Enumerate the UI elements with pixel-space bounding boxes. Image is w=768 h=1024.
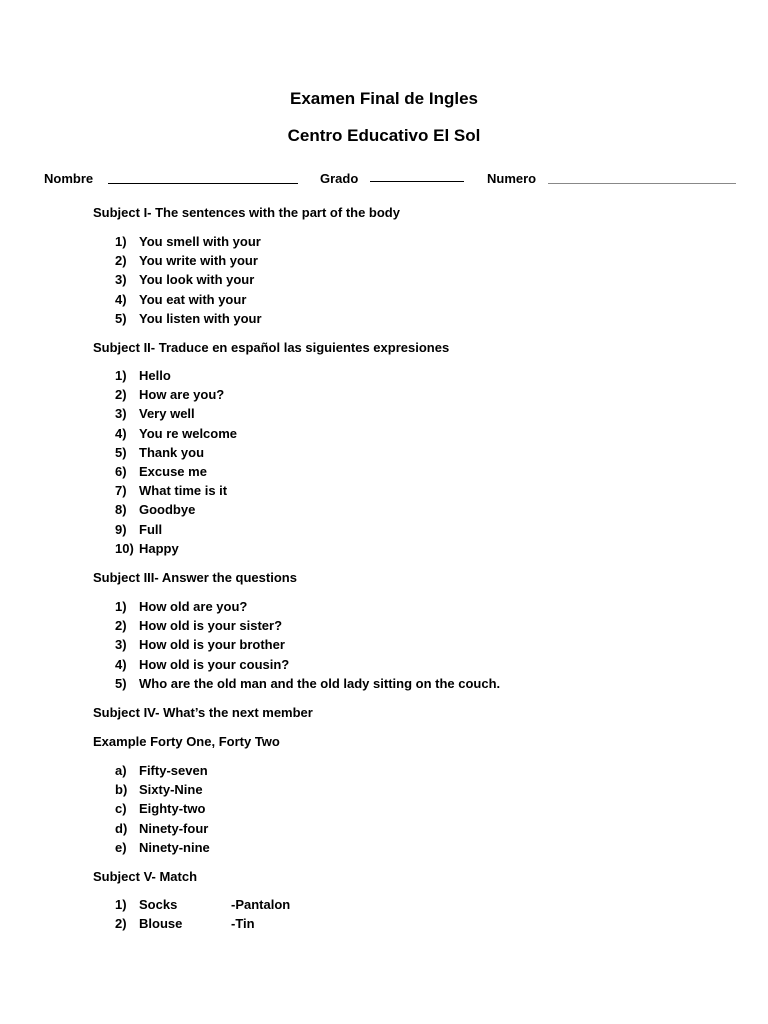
list-item: 5) Who are the old man and the old lady sitting on the couch. — [115, 675, 501, 691]
list-item: b) Sixty-Nine — [115, 782, 203, 798]
example-line: Example Forty One, Forty Two — [93, 734, 280, 749]
numero-label: Numero — [487, 171, 537, 186]
list-item: 10) Happy — [115, 540, 179, 556]
list-item: 8) Goodbye — [115, 502, 196, 518]
nombre-line[interactable] — [108, 183, 298, 184]
grado-label: Grado — [320, 171, 359, 186]
list-item: 6) Excuse me — [115, 463, 207, 479]
list-item: 1) Socks -Pantalon — [115, 897, 291, 912]
section-5-list — [115, 895, 290, 933]
list-item: 5) Thank you — [115, 444, 205, 460]
section-3-list — [115, 597, 500, 693]
list-item: 5) You listen with your — [115, 310, 262, 326]
list-item: 2) Blouse -Tin — [115, 916, 255, 932]
section-heading: Subject III- Answer the questions — [93, 570, 297, 585]
numero-line[interactable] — [548, 183, 736, 184]
list-item: 1) You smell with your — [115, 234, 261, 249]
nombre-label: Nombre — [44, 171, 94, 186]
section-heading: Subject IV- What’s the next member — [93, 705, 313, 720]
school-name: Centro Educativo El Sol — [287, 126, 481, 145]
section-heading: Subject I- The sentences with the part of the body — [93, 205, 400, 220]
section-heading: Subject II- Traduce en español las siguientes expresiones — [93, 340, 450, 355]
list-item: 9) Full — [115, 521, 163, 537]
list-item: 1) Hello — [115, 368, 171, 383]
list-item: 2) You write with your — [115, 253, 258, 269]
list-item: 2) How old is your sister? — [115, 618, 283, 634]
section-heading: Subject V- Match — [93, 869, 198, 884]
list-item: 3) How old is your brother — [115, 637, 285, 653]
list-item: a) Fifty-seven — [115, 763, 208, 778]
list-item: 4) How old is your cousin? — [115, 656, 290, 672]
list-item: d) Ninety-four — [115, 820, 209, 836]
exam-title: Examen Final de Ingles — [289, 89, 478, 108]
list-item: e) Ninety-nine — [115, 839, 210, 855]
section-4-list — [115, 761, 210, 857]
list-item: 3) You look with your — [115, 272, 255, 288]
list-item: 4) You re welcome — [115, 425, 238, 441]
section-2-list — [115, 366, 237, 558]
list-item: 3) Very well — [115, 406, 195, 422]
grado-line[interactable] — [370, 181, 464, 182]
list-item: c) Eighty-two — [115, 801, 206, 817]
list-item: 7) What time is it — [115, 483, 228, 499]
list-item: 4) You eat with your — [115, 291, 247, 307]
list-item: 2) How are you? — [115, 387, 225, 403]
section-1-list — [115, 232, 262, 328]
list-item: 1) How old are you? — [115, 599, 248, 614]
student-info-row — [0, 170, 768, 190]
